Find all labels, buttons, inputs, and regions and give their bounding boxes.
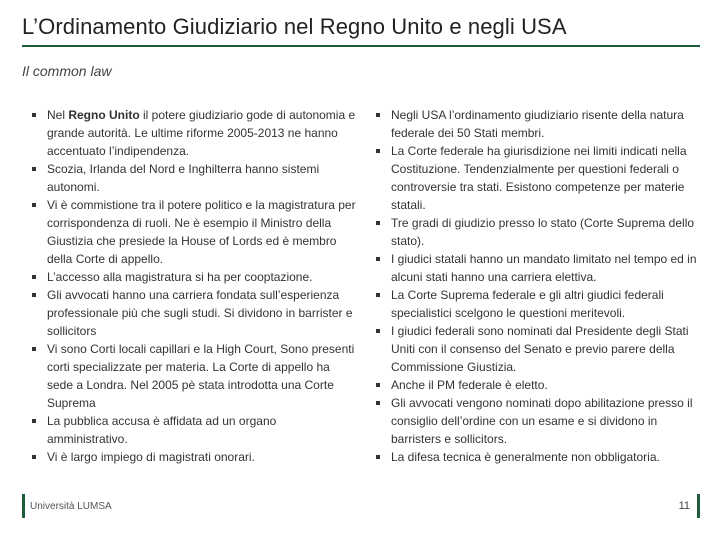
bullet-prefix: Nel [47, 108, 69, 122]
bullet-square-icon [376, 113, 380, 117]
bullet-square-icon [376, 149, 380, 153]
slide-title: L’Ordinamento Giudiziario nel Regno Unito e negli USA [22, 14, 567, 39]
bullet-square-icon [376, 329, 380, 333]
bullet-square-icon [32, 275, 36, 279]
bullet-square-icon [32, 455, 36, 459]
bullet-text: La pubblica accusa è affidata ad un organo amministrativo. [47, 414, 277, 446]
bullet-text: Vi sono Corti locali capillari e la High Court, Sono presenti corti specializzate per materia. La Corte di appello ha sede a Londra. Nel 2005 pè stata introdotta una Corte Suprema [47, 342, 355, 410]
bullet-text: I giudici federali sono nominati dal Presidente degli Stati Uniti con il consenso del Senato e previo parere della Commissione Giustizia. [391, 324, 689, 374]
bullet-square-icon [376, 221, 380, 225]
list-item [32, 340, 357, 412]
bullet-text: Gli avvocati vengono nominati dopo abilitazione presso il consiglio dell’ordine con un esame e si dividono in barristers e sollicitors. [391, 396, 693, 446]
list-item [376, 394, 701, 448]
bullet-square-icon [376, 293, 380, 297]
list-item [376, 286, 701, 322]
bullet-square-icon [32, 419, 36, 423]
bullet-square-icon [376, 257, 380, 261]
bullet-text: L’accesso alla magistratura si ha per cooptazione. [47, 270, 313, 284]
footer-right-bar [697, 494, 700, 518]
bullet-text: Vi è commistione tra il potere politico e la magistratura per corrispondenza di ruoli. Ne è esempio il Ministro della Giustizia che presiede la House of Lords ed è membro della Corte di appello. [47, 198, 356, 266]
bullet-square-icon [32, 293, 36, 297]
bullet-bold-text: Regno Unito [68, 108, 140, 122]
footer-left-bar [22, 494, 25, 518]
bullet-text: Vi è largo impiego di magistrati onorari. [47, 450, 255, 464]
page-number: 11 [678, 500, 690, 512]
title-underline [22, 45, 700, 47]
bullet-text: Anche il PM federale è eletto. [391, 378, 548, 392]
bullet-square-icon [32, 167, 36, 171]
list-item [376, 142, 701, 214]
bullet-square-icon [32, 113, 36, 117]
list-item [32, 106, 357, 160]
list-item [32, 196, 357, 268]
right-bullet-list [376, 106, 701, 466]
bullet-square-icon [376, 383, 380, 387]
list-item [32, 268, 357, 286]
list-item [376, 448, 701, 466]
list-item [376, 376, 701, 394]
bullet-text: il potere giudiziario gode di autonomia e grande autorità. Le ultime riforme 2005-2013 ne hanno accentuato l’indipendenza. [47, 108, 356, 158]
list-item [32, 412, 357, 448]
bullet-square-icon [32, 347, 36, 351]
list-item [376, 322, 701, 376]
bullet-square-icon [376, 401, 380, 405]
slide-subtitle: Il common law [22, 63, 112, 79]
bullet-square-icon [32, 203, 36, 207]
bullet-square-icon [376, 455, 380, 459]
bullet-text: I giudici statali hanno un mandato limitato nel tempo ed in alcuni stati hanno una carriera elettiva. [391, 252, 697, 284]
list-item [376, 214, 701, 250]
left-bullet-list [32, 106, 357, 466]
list-item [32, 160, 357, 196]
list-item [32, 286, 357, 340]
bullet-text: La difesa tecnica è generalmente non obbligatoria. [391, 450, 660, 464]
bullet-text: La Corte Suprema federale e gli altri giudici federali specialistici scelgono le questioni meritevoli. [391, 288, 664, 320]
bullet-text: Tre gradi di giudizio presso lo stato (Corte Suprema dello stato). [391, 216, 695, 248]
footer-university-name: Università LUMSA [30, 501, 112, 512]
list-item [376, 106, 701, 142]
bullet-text: Gli avvocati hanno una carriera fondata sull’esperienza professionale più che sugli studi. Si dividono in barrister e sollicitors [47, 288, 353, 338]
list-item [376, 250, 701, 286]
bullet-text: La Corte federale ha giurisdizione nei limiti indicati nella Costituzione. Tendenzialmente per questioni federali o controversie tra stati. Esistono competenze per materie statali. [391, 144, 687, 212]
list-item [32, 448, 357, 466]
bullet-text: Scozia, Irlanda del Nord e Inghilterra hanno sistemi autonomi. [47, 162, 320, 194]
bullet-text: Negli USA l’ordinamento giudiziario risente della natura federale dei 50 Stati membri. [391, 108, 684, 140]
